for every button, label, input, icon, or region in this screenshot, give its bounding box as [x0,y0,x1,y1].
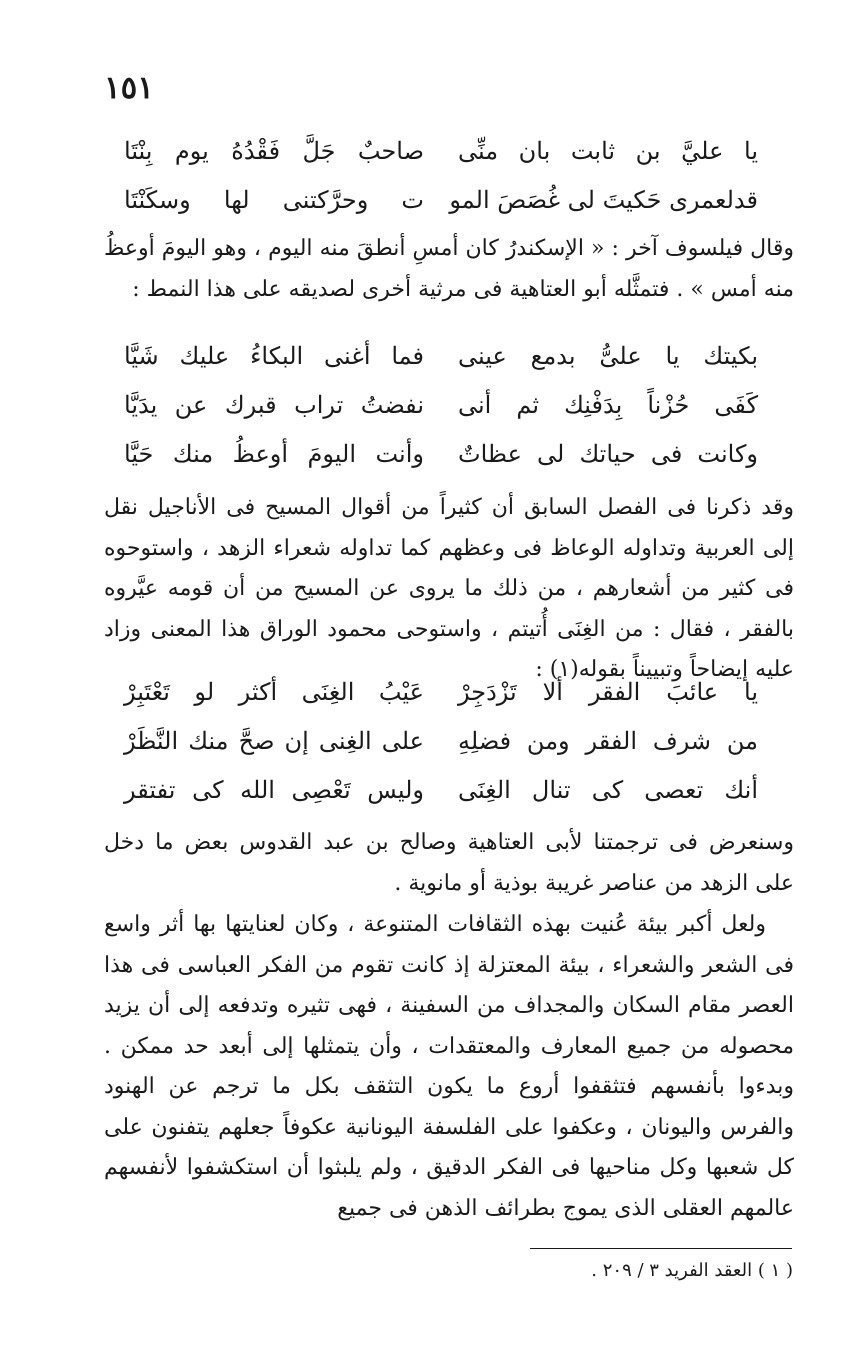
verse-hemistich-first: من شرف الفقر ومن فضلِهِ [458,727,758,755]
verse-hemistich-first: كَفَى حُزْناً بِدَفْنِك ثم أنى [458,391,758,419]
verse-hemistich-first: قدلعمرى حَكيتَ لى غُصَصَ المو [449,186,758,214]
paragraph-text: ولعل أكبر بيئة عُنيت بهذه الثقافات المتنوعة ، وكان لعنايتها بها أثر واسع فى الشعر والشعراء ، بيئة المعتزلة إذ كانت تقوم من الفكر العباسى فى هذا العصر مقام السكان والمجداف من السفينة ، فهى تثيره وتدفعه إلى أن يزيد محصوله من جميع المعارف والمعتقدات ، وأن يتمثلها إلى أبعد حد ممكن . وبدءوا بأنفسهم فتثقفوا أروع ما يكون التثقف بكل ما ترجم عن الهنود والفرس واليونان ، وعكفوا على الفلسفة اليونانية عكوفاً جعلهم يتفنون على كل شعبها وكل مناحيها فى الفكر الدقيق ، ولم يلبثوا أن استكشفوا لأنفسهم عالمهم العقلى الذى يموج بطرائف الذهن فى جميع [104,912,794,1221]
paragraph-3 [104,823,794,904]
verse-hemistich-first: أنك تعصى كى تنال الغِنَى [458,776,758,804]
verse-line [104,127,794,176]
verse-line [104,766,794,815]
verse-line [104,668,794,717]
verse-hemistich-second: ت وحرَّكتنى لها وسكَنْتَا [124,186,424,214]
verse-hemistich-second: وليس تَعْصِى الله كى تفتقر [124,776,424,804]
verse-hemistich-second: على الغِنى إن صحَّ منك النَّظَرْ [124,727,424,755]
verse-hemistich-second: صاحبٌ جَلَّ فَقْدُهُ يوم بِنْتَا [124,137,424,165]
verse-hemistich-first: وكانت فى حياتك لى عظاتٌ [458,440,758,468]
paragraph-2 [104,488,794,691]
verse-hemistich-second: عَيْبُ الغِنَى أكثر لو تَعْتَبِرْ [124,678,424,706]
paragraph-4 [104,905,794,1229]
paragraph-text: وسنعرض فى ترجمتنا لأبى العتاهية وصالح بن عبد القدوس بعض ما دخل على الزهد من عناصر غريبة بوذية أو مانوية . [104,830,794,896]
verse-hemistich-first: يا عليَّ بن ثابت بان منِّى [458,137,758,165]
paragraph-text: وقال فيلسوف آخر : « الإسكندرُ كان أمسِ أنطقَ منه اليوم ، وهو اليومَ أوعظُ منه أمس » . فتمثَّله أبو العتاهية فى مرثية أخرى لصديقه على هذا النمط : [104,236,794,302]
footnote-divider [530,1248,792,1249]
verse-hemistich-first: يا عائبَ الفقر ألا تَزْدَجِرْ [458,678,758,706]
verse-group-1 [104,127,794,225]
verse-line [104,381,794,430]
verse-line [104,717,794,766]
verse-group-3 [104,668,794,815]
verse-line [104,430,794,479]
paragraph-text: وقد ذكرنا فى الفصل السابق أن كثيراً من أقوال المسيح فى الأناجيل نقل إلى العربية وتداوله الوعاظ فى وعظهم كما تداوله شعراء الزهد ، واستوحوه فى كثير من أشعارهم ، من ذلك ما يروى عن المسيح من أن قومه عيَّروه بالفقر ، فقال : من الغِنَى أُتيتم ، واستوحى محمود الوراق هذا المعنى وزاد عليه إيضاحاً وتبييناً بقوله(١) : [104,495,794,682]
paragraph-1 [104,229,794,310]
verse-hemistich-first: بكيتك يا علىُّ بدمع عينى [458,342,758,370]
page-number: ١٥١ [104,70,154,106]
verse-line [104,176,794,225]
verse-line [104,332,794,381]
verse-hemistich-second: وأنت اليومَ أوعظُ منك حَيَّا [124,440,424,468]
verse-group-2 [104,332,794,479]
footnote: ( ١ ) العقد الفريد ٣ / ٢٠٩ . [591,1260,793,1281]
verse-hemistich-second: نفضتُ تراب قبرك عن يدَيَّا [124,391,424,419]
verse-hemistich-second: فما أغنى البكاءُ عليك شَيَّا [124,342,424,370]
